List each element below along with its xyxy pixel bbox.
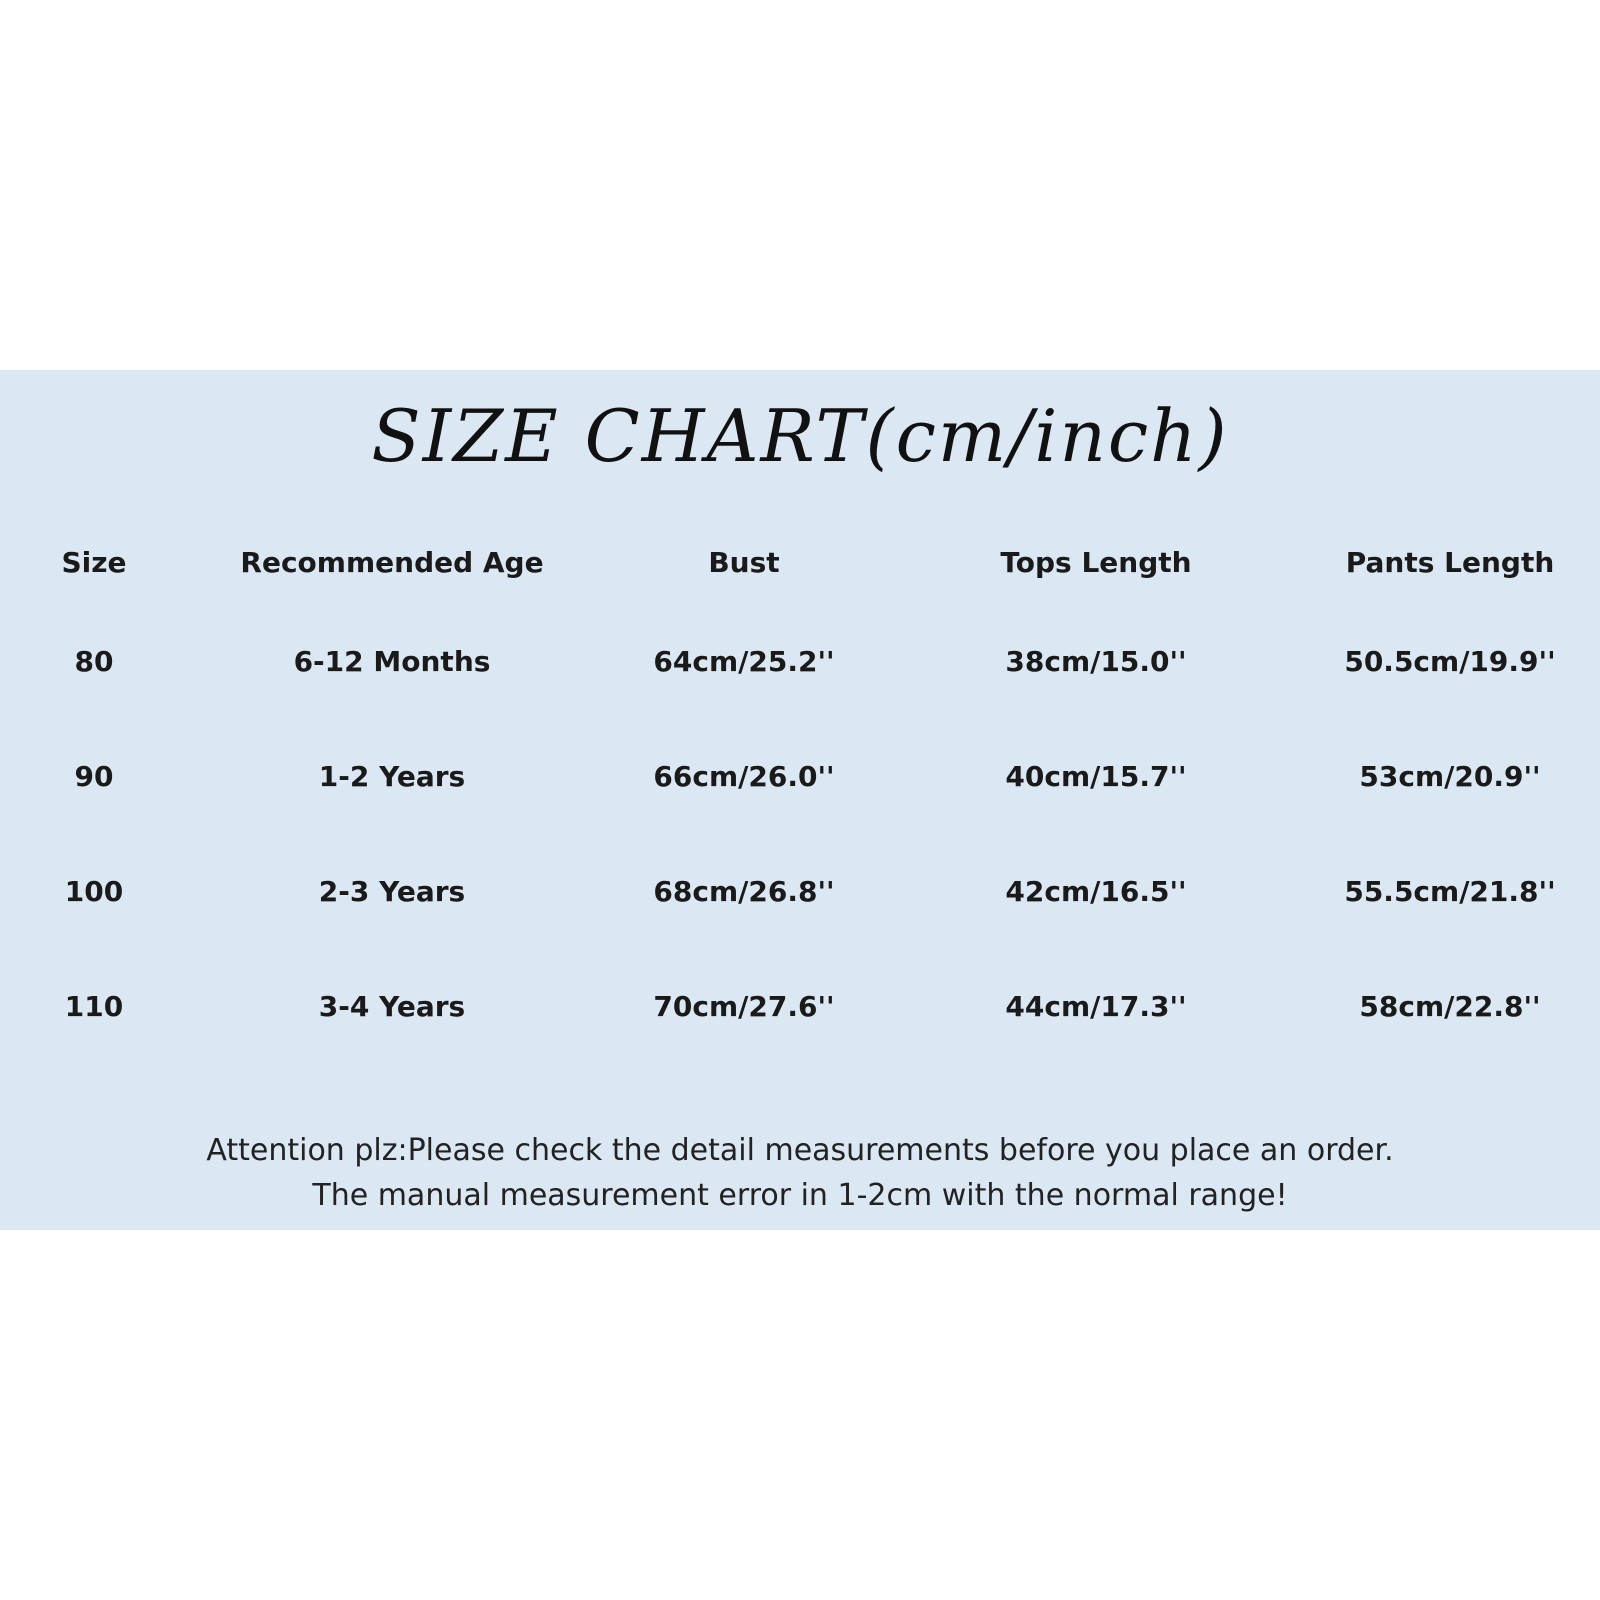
header-size: Size [61, 545, 127, 579]
header-pants-length: Pants Length [1345, 545, 1555, 579]
cell-pants-length: 58cm/22.8'' [1359, 990, 1541, 1023]
cell-size: 80 [74, 645, 114, 678]
cell-bust: 68cm/26.8'' [653, 875, 835, 908]
cell-recommended-age: 1-2 Years [318, 760, 466, 793]
size-chart-panel [0, 370, 1600, 1230]
cell-bust: 70cm/27.6'' [653, 990, 835, 1023]
cell-size: 100 [64, 875, 124, 908]
cell-recommended-age: 2-3 Years [318, 875, 466, 908]
header-bust: Bust [708, 545, 780, 579]
cell-bust: 64cm/25.2'' [653, 645, 835, 678]
header-tops-length: Tops Length [1000, 545, 1192, 579]
cell-tops-length: 38cm/15.0'' [1005, 645, 1187, 678]
cell-size: 90 [74, 760, 114, 793]
cell-pants-length: 50.5cm/19.9'' [1344, 645, 1556, 678]
table-row [0, 719, 1600, 834]
cell-pants-length: 53cm/20.9'' [1359, 760, 1541, 793]
cell-size: 110 [64, 990, 124, 1023]
cell-tops-length: 40cm/15.7'' [1005, 760, 1187, 793]
table-row [0, 604, 1600, 719]
size-chart-title: SIZE CHART(cm/inch) [371, 394, 1229, 478]
attention-note-line-1: Attention plz:Please check the detail measurements before you place an order. [206, 1133, 1394, 1168]
cell-recommended-age: 6-12 Months [293, 645, 491, 678]
cell-tops-length: 42cm/16.5'' [1005, 875, 1187, 908]
table-row [0, 949, 1600, 1064]
cell-tops-length: 44cm/17.3'' [1005, 990, 1187, 1023]
header-recommended-age: Recommended Age [240, 545, 544, 579]
cell-bust: 66cm/26.0'' [653, 760, 835, 793]
attention-note [0, 1128, 1600, 1218]
table-row [0, 834, 1600, 949]
cell-recommended-age: 3-4 Years [318, 990, 466, 1023]
size-table [0, 520, 1600, 1064]
table-header-row [0, 520, 1600, 604]
cell-pants-length: 55.5cm/21.8'' [1344, 875, 1556, 908]
attention-note-line-2: The manual measurement error in 1-2cm with the normal range! [312, 1178, 1288, 1213]
